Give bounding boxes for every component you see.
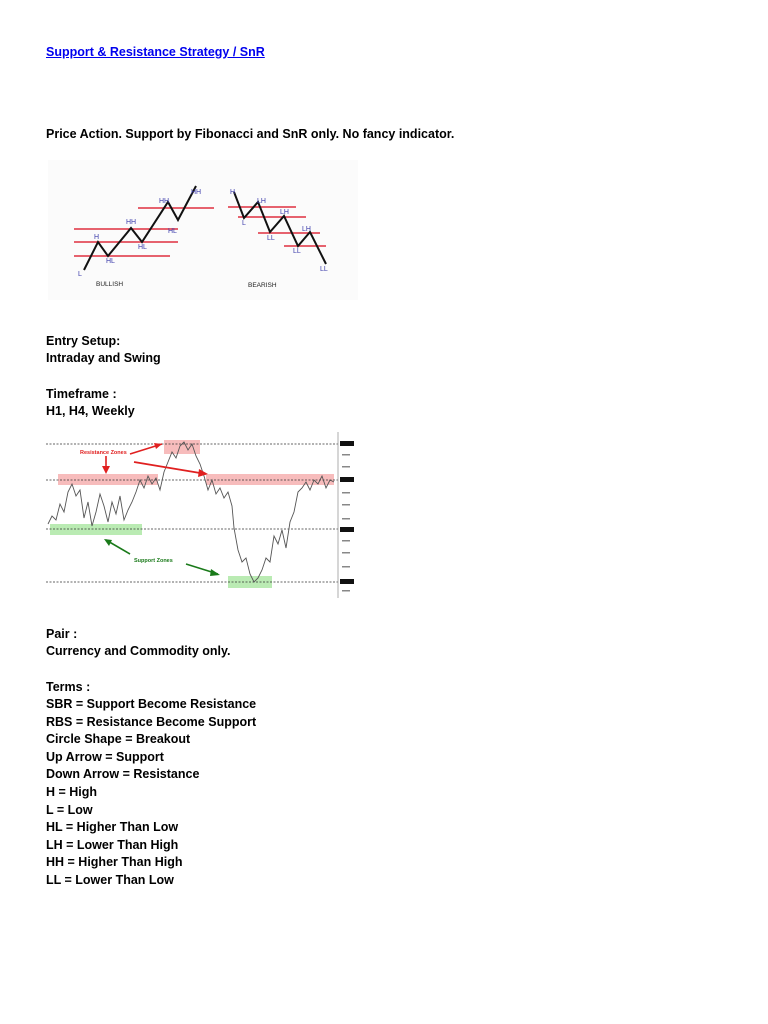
snr-zones-chart [46,432,358,598]
support-zones-label: Support Zones [134,558,173,564]
pair-heading: Pair : [46,627,78,641]
bearish-label: LH [280,209,289,216]
bearish-label: L [242,220,246,227]
bearish-label: LL [320,266,328,273]
terms-list [46,696,256,890]
term-item: H = High [46,784,98,799]
term-item: LH = Lower Than High [46,837,179,852]
term-item: Up Arrow = Support [46,749,164,764]
entry-value: Intraday and Swing [46,351,161,365]
bullish-label: HL [106,258,115,265]
bearish-label: LH [302,226,311,233]
market-structure-diagram [48,160,358,300]
bearish-label: H [230,189,236,196]
pair-value: Currency and Commodity only. [46,644,231,658]
term-item: RBS = Resistance Become Support [46,714,257,729]
term-item: HH = Higher Than High [46,855,183,870]
bearish-label: LL [293,248,301,255]
term-item: SBR = Support Become Resistance [46,697,257,711]
term-item: Down Arrow = Resistance [46,767,200,782]
bearish-caption: BEARISH [248,282,277,289]
bullish-label: HH [126,219,137,226]
bullish-label: HH [159,198,170,205]
timeframe-heading: Timeframe : [46,387,117,401]
bearish-label: LL [267,235,275,242]
bullish-label: L [78,271,82,278]
resistance-zone [58,474,158,485]
strategy-title-link[interactable]: Support & Resistance Strategy / SnR [46,45,265,59]
term-item: HL = Higher Than Low [46,820,179,835]
entry-heading: Entry Setup: [46,334,121,348]
timeframe-value: H1, H4, Weekly [46,404,135,418]
term-item: L = Low [46,802,93,817]
support-zone [50,524,142,535]
bullish-caption: BULLISH [96,281,124,288]
term-item: LL = Lower Than Low [46,872,174,887]
terms-heading: Terms : [46,680,91,694]
intro-text: Price Action. Support by Fibonacci and SnR only. No fancy indicator. [46,127,455,141]
bullish-label: HH [191,189,202,196]
bullish-label: HL [168,228,177,235]
term-item: Circle Shape = Breakout [46,732,191,747]
bearish-label: LH [257,198,266,205]
resistance-zones-label: Resistance Zones [80,450,127,456]
bullish-label: H [94,234,100,241]
bullish-label: HL [138,244,147,251]
resistance-zone [206,474,334,485]
